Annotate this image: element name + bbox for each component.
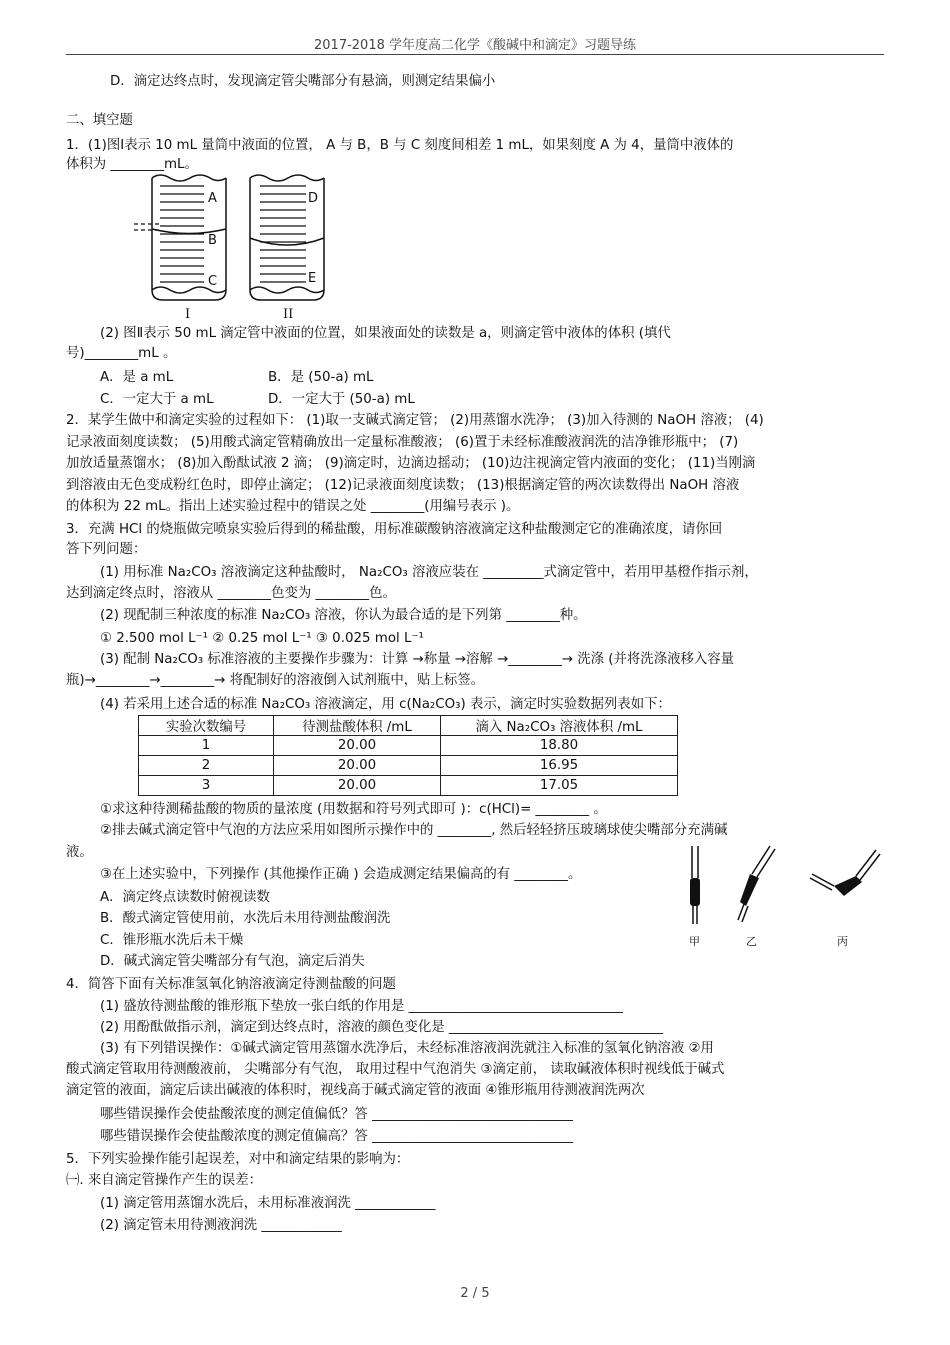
table-cell: 20.00: [274, 756, 441, 776]
caption-jia: 甲: [689, 935, 700, 948]
table-row: [139, 736, 678, 756]
q4-part3-2: 酸式滴定管取用待测酸液前， 尖嘴部分有气泡， 取用过程中气泡消失 ③滴定前， 读取碱液体积时视线低于碱式: [66, 1062, 725, 1077]
table-header: 实验次数编号: [139, 716, 274, 736]
q3-part1: (1) 用标准 Na₂CO₃ 溶液滴定这种盐酸时， Na₂CO₃ 溶液应装在 _________式滴定管中，若用甲基橙作指示剂，: [100, 565, 758, 580]
burette-bubble-figure: [684, 842, 884, 950]
q3-part1-2: 达到滴定终点时，溶液从 ________色变为 ________色。: [66, 586, 396, 601]
table-cell: 16.95: [441, 756, 678, 776]
q5-item2: (2) 滴定管未用待测液润洗 ____________: [100, 1218, 342, 1233]
table-cell: 20.00: [274, 776, 441, 796]
q3-option-a: A．滴定终点读数时俯视读数: [100, 890, 270, 905]
label-a: A: [208, 191, 217, 206]
q3-sub2-2: 液。: [66, 845, 93, 860]
page-number: 2 / 5: [460, 1286, 490, 1301]
header-divider: [66, 54, 884, 55]
q1-option-a: A．是 a mL: [100, 370, 174, 385]
q1-option-d: D．一定大于 (50-a) mL: [268, 392, 415, 407]
q2-text-3: 加放适量蒸馏水； (8)加入酚酞试液 2 滴； (9)滴定时，边滴边摇动； (10)边注视滴定管内液面的变化； (11)当刚滴: [66, 456, 756, 471]
q2-text: 2．某学生做中和滴定实验的过程如下： (1)取一支碱式滴定管； (2)用蒸馏水洗净； (3)加入待测的 NaOH 溶液； (4): [66, 413, 764, 428]
q3-sub3: ③在上述实验中，下列操作 (其他操作正确 ) 会造成测定结果偏高的有 ________。: [100, 867, 582, 882]
q4-part3: (3) 有下列错误操作：①碱式滴定管用蒸馏水洗净后，未经标准溶液润洗就注入标准的氢氧化钠溶液 ②用: [100, 1041, 714, 1056]
q4-text: 4．简答下面有关标准氢氧化钠溶液滴定待测盐酸的问题: [66, 977, 396, 992]
q1-option-b: B．是 (50-a) mL: [268, 370, 374, 385]
caption-i: I: [185, 307, 191, 322]
q3-text: 3．充满 HCl 的烧瓶做完喷泉实验后得到的稀盐酸，用标准碳酸钠溶液滴定这种盐酸测定它的准确浓度，请你回: [66, 522, 723, 537]
q4-question-low: 哪些错误操作会使盐酸浓度的测定值偏低？答 ______________________________: [100, 1107, 573, 1122]
label-e: E: [308, 271, 317, 286]
table-cell: 2: [139, 756, 274, 776]
q4-part2: (2) 用酚酞做指示剂，滴定到达终点时，溶液的颜色变化是 ________________________________: [100, 1020, 664, 1035]
table-header: 待测盐酸体积 /mL: [274, 716, 441, 736]
table-cell: 20.00: [274, 736, 441, 756]
q5-subheading: ㈠. 来自滴定管操作产生的误差：: [66, 1173, 262, 1188]
q3-text-2: 答下列问题：: [66, 542, 147, 557]
q3-option-d: D．碱式滴定管尖嘴部分有气泡，滴定后消失: [100, 954, 365, 969]
data-table: [138, 715, 678, 796]
q-option-d: D．滴定达终点时，发现滴定管尖嘴部分有悬滴，则测定结果偏小: [110, 74, 496, 89]
table-row: [139, 756, 678, 776]
q2-text-4: 到溶液由无色变成粉红色时，即停止滴定； (12)记录液面刻度读数； (13)根据滴定管的两次读数得出 NaOH 溶液: [66, 478, 740, 493]
q3-part3: (3) 配制 Na₂CO₃ 标准溶液的主要操作步骤为：计算 →称量 →溶解 →________→ 洗涤 (并将洗涤液移入容量: [100, 652, 735, 667]
q3-option-b: B．酸式滴定管使用前，水洗后未用待测盐酸润洗: [100, 911, 391, 926]
table-cell: 18.80: [441, 736, 678, 756]
q2-text-5: 的体积为 22 mL。指出上述实验过程中的错误之处 ________(用编号表示 )。: [66, 499, 520, 514]
table-cell: 3: [139, 776, 274, 796]
table-header: 滴入 Na₂CO₃ 溶液体积 /mL: [441, 716, 678, 736]
q1-option-c: C．一定大于 a mL: [100, 392, 214, 407]
q3-option-c: C．锥形瓶水洗后未干燥: [100, 933, 244, 948]
label-d: D: [308, 191, 319, 206]
section-heading: 二、填空题: [66, 113, 133, 128]
caption-ii: II: [283, 307, 294, 322]
q1-text-2: 体积为 ________mL。: [66, 157, 198, 172]
q2-text-2: 记录液面刻度读数； (5)用酸式滴定管精确放出一定量标准酸液； (6)置于未经标准酸液润洗的洁净锥形瓶中； (7): [66, 435, 739, 450]
q1-part2: (2) 图Ⅱ表示 50 mL 滴定管中液面的位置，如果液面处的读数是 a，则滴定管中液体的体积 (填代: [100, 326, 671, 341]
q4-part3-3: 滴定管的液面，滴定后读出碱液的体积时，视线高于碱式滴定管的液面 ④锥形瓶用待测液润洗两次: [66, 1083, 645, 1098]
q1-part2-2: 号)________mL 。: [66, 346, 177, 361]
table-header-row: [139, 716, 678, 736]
caption-yi: 乙: [746, 935, 757, 948]
label-c: C: [208, 274, 218, 289]
q3-part2-options: ① 2.500 mol L⁻¹ ② 0.25 mol L⁻¹ ③ 0.025 mol L⁻¹: [100, 631, 424, 646]
table-cell: 17.05: [441, 776, 678, 796]
q4-part1: (1) 盛放待测盐酸的锥形瓶下垫放一张白纸的作用是 ________________________________: [100, 999, 623, 1014]
label-b: B: [208, 233, 217, 248]
q3-sub2: ②排去碱式滴定管中气泡的方法应采用如图所示操作中的 ________, 然后轻轻挤压玻璃球使尖嘴部分充满碱: [100, 823, 728, 838]
table-row: [139, 776, 678, 796]
cylinder-burette-figure: [130, 172, 340, 322]
q3-part4: (4) 若采用上述合适的标准 Na₂CO₃ 溶液滴定，用 c(Na₂CO₃) 表示，滴定时实验数据列表如下：: [100, 697, 671, 712]
q3-part3-2: 瓶)→________→________→ 将配制好的溶液倒入试剂瓶中，贴上标签。: [66, 673, 485, 688]
q5-item1: (1) 滴定管用蒸馏水洗后，未用标准液润洗 ____________: [100, 1196, 436, 1211]
q3-part2: (2) 现配制三种浓度的标准 Na₂CO₃ 溶液，你认为最合适的是下列第 ________种。: [100, 608, 587, 623]
q4-question-high: 哪些错误操作会使盐酸浓度的测定值偏高？答 ______________________________: [100, 1129, 573, 1144]
page-header: 2017-2018 学年度高二化学《酸碱中和滴定》习题导练: [314, 38, 636, 53]
caption-bing: 丙: [837, 935, 848, 948]
q3-sub1: ①求这种待测稀盐酸的物质的量浓度 (用数据和符号列式即可 )：c(HCl)= ________ 。: [100, 802, 607, 817]
q1-text: 1．(1)图Ⅰ表示 10 mL 量筒中液面的位置， A 与 B，B 与 C 刻度间相差 1 mL，如果刻度 A 为 4，量筒中液体的: [66, 138, 734, 153]
q5-text: 5．下列实验操作能引起误差，对中和滴定结果的影响为：: [66, 1152, 410, 1167]
table-cell: 1: [139, 736, 274, 756]
